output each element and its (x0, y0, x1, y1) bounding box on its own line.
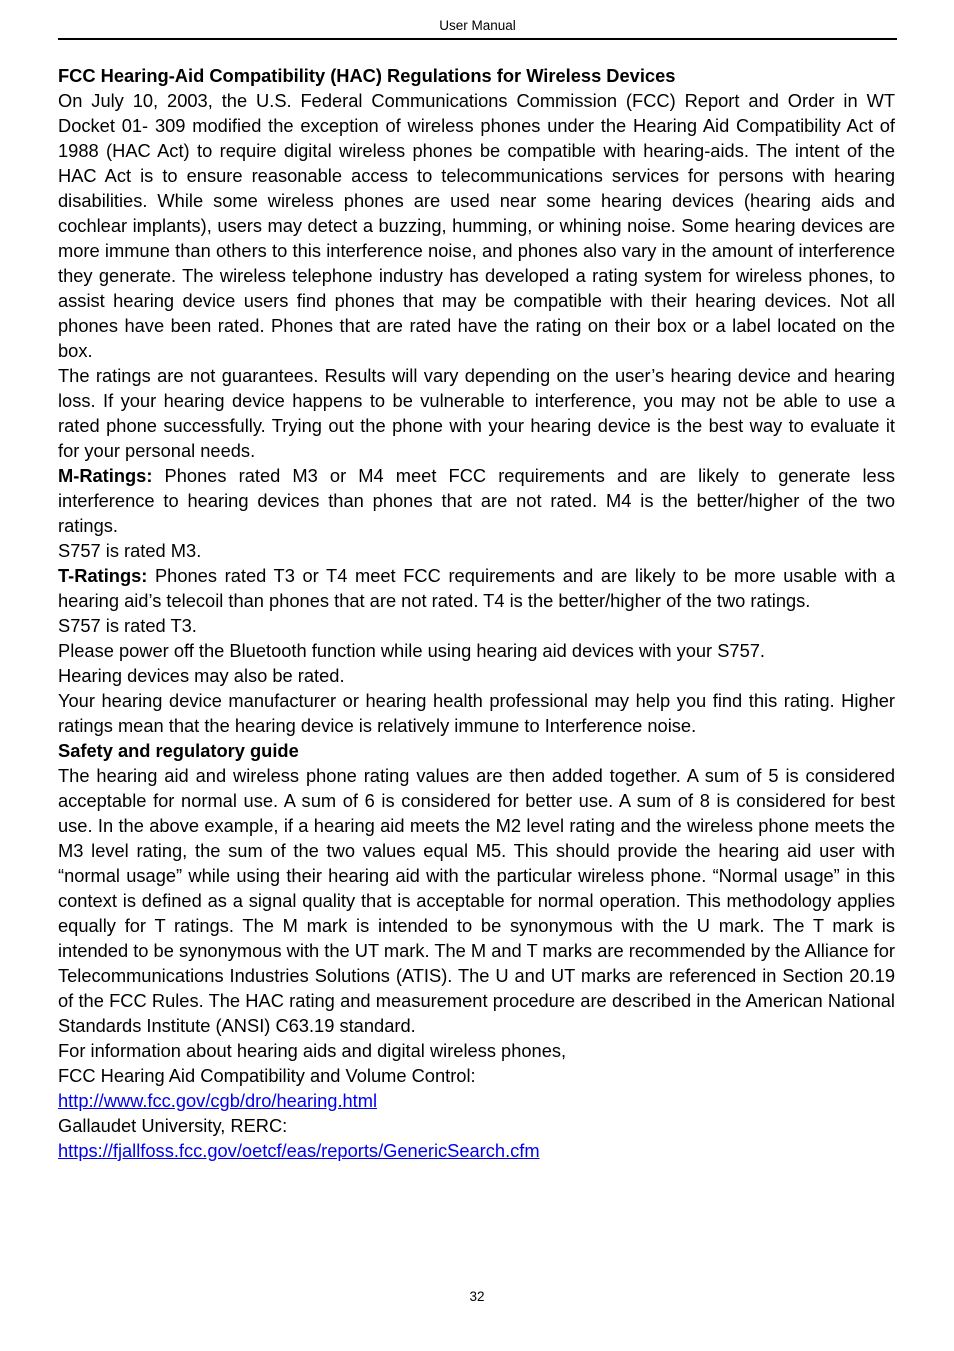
safety-heading: Safety and regulatory guide (58, 740, 299, 761)
t-ratings-paragraph (58, 563, 895, 613)
page-footer (0, 1288, 954, 1306)
generic-search-link[interactable]: https://fjallfoss.fcc.gov/oetcf/eas/reports/GenericSearch.cfm (58, 1140, 540, 1161)
info-intro-line: For information about hearing aids and digital wireless phones, (58, 1040, 567, 1061)
safety-paragraph: The hearing aid and wireless phone rating values are then added together. A sum of 5 is considered acceptable for normal use. A sum of 6 is considered for better use. A sum of 8 is considered for best use. In the above example, if a hearing aid meets the M2 level rating and the wireless phone meets the M3 level rating, the sum of the two values equal M5. This should provide the hearing aid user with “normal usage” while using their hearing aid with the particular wireless phone. “Normal usage” in this context is defined as a signal quality that is acceptable for normal operation. This methodology applies equally for T ratings. The M mark is intended to be synonymous with the U mark. The T mark is intended to be synonymous with the UT mark. The M and T marks are recommended by the Alliance for Telecommunications Industries Solutions (ATIS). The U and UT marks are referenced in Section 20.19 of the FCC Rules. The HAC rating and measurement procedure are described in the American National Standards Institute (ANSI) C63.19 standard. (58, 765, 895, 1036)
m-ratings-label: M-Ratings: (58, 465, 153, 486)
hac-heading: FCC Hearing-Aid Compatibility (HAC) Regulations for Wireless Devices (58, 65, 676, 86)
fcc-hearing-link[interactable]: http://www.fcc.gov/cgb/dro/hearing.html (58, 1090, 378, 1111)
page-content (58, 63, 895, 1163)
hac-intro-paragraph: On July 10, 2003, the U.S. Federal Communications Commission (FCC) Report and Order in WT Docket 01- 309 modified the exception of wireless phones under the Hearing Aid Compatibility Act of 1988 (HAC Act) to require digital wireless phones be compatible with hearing-aids. The intent of the HAC Act is to ensure reasonable access to telecommunications services for persons with hearing disabilities. While some wireless phones are used near some hearing devices (hearing aids and cochlear implants), users may detect a buzzing, humming, or whining noise. Some hearing devices are more immune than others to this interference noise, and phones also vary in the amount of interference they generate. The wireless telephone industry has developed a rating system for wireless phones, to assist hearing device users find phones that may be compatible with their hearing devices. Not all phones have been rated. Phones that are rated have the rating on their box or a label located on the box. (58, 90, 895, 361)
gallaudet-label-line: Gallaudet University, RERC: (58, 1115, 288, 1136)
fcc-label-line: FCC Hearing Aid Compatibility and Volume Control: (58, 1065, 476, 1086)
ratings-note-paragraph: The ratings are not guarantees. Results will vary depending on the user’s hearing device and hearing loss. If your hearing device happens to be vulnerable to interference, you may not be able to use a rated phone successfully. Trying out the phone with your hearing device is the best way to evaluate it for your personal needs. (58, 365, 895, 461)
m-ratings-paragraph (58, 463, 895, 538)
m-rated-line: S757 is rated M3. (58, 540, 202, 561)
bluetooth-note: Please power off the Bluetooth function while using hearing aid devices with your S757. (58, 640, 765, 661)
t-rated-line: S757 is rated T3. (58, 615, 197, 636)
t-ratings-label: T-Ratings: (58, 565, 148, 586)
devices-rated-line: Hearing devices may also be rated. (58, 665, 345, 686)
header-title: User Manual (439, 18, 516, 33)
page-number: 32 (469, 1289, 485, 1304)
manufacturer-note-paragraph: Your hearing device manufacturer or hearing health professional may help you find this rating. Higher ratings mean that the hearing device is relatively immune to Interference noise. (58, 690, 895, 736)
m-ratings-text: Phones rated M3 or M4 meet FCC requirements and are likely to generate less interference to hearing devices than phones that are not rated. M4 is the better/higher of the two ratings. (58, 465, 895, 536)
t-ratings-text: Phones rated T3 or T4 meet FCC requirements and are likely to be more usable with a hearing aid’s telecoil than phones that are not rated. T4 is the better/higher of the two ratings. (58, 565, 895, 611)
page-header (58, 17, 897, 40)
